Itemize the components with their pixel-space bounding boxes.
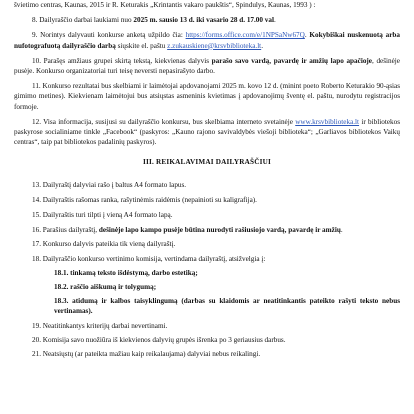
registration-form-link[interactable]: https://forms.office.com/e/1NPSaNw67Q — [185, 31, 305, 40]
text: . — [261, 41, 263, 50]
text: 8. Dailyraščio darbai laukiami nuo — [32, 16, 134, 25]
paragraph-12 — [14, 117, 400, 148]
website-link[interactable]: www.krsvbiblioteka.lt — [295, 117, 360, 126]
instruction-bold: parašo savo vardą, pavardę ir amžių lapo apačioje — [211, 56, 372, 65]
text: , dešinėje pusėje. Konkurso organizatoriai turi teisę neversti nepasirašyto darbo. — [14, 56, 400, 76]
section-heading: III. REIKALAVIMAI DAILYRAŠČIUI — [142, 158, 272, 167]
paragraph-14: 14. Dailyraštis rašomas ranka, rašytinėmis raidėmis (nepainioti su kaligrafija). — [32, 195, 257, 204]
criterion-18-3: 18.3. atidumą ir kalbos taisyklingumą (darbas su klaidomis ar neatitinkantis pateikto rašyti teksto nebus vertinamas). — [54, 297, 400, 316]
text: ir bibliotekos paskyrose socialiniame tinkle „Facebook“ (paskyros: „Kauno rajono savivaldybės viešoji biblioteka“; „Garliavos bibliotekos Vaikų centras“, taip pat bibliotekos padalinių paskyros). — [14, 117, 400, 147]
paragraph-16 — [14, 225, 400, 235]
text: 12. Visa informacija, susijusi su dailyraščio konkursu, bus skelbiama interneto svetainėje — [32, 117, 296, 126]
paragraph-20: 20. Komisija savo nuožiūra iš kiekvienos dalyvių grupės išrenka po 3 geriausius darbus. — [32, 335, 286, 344]
paragraph-11: 11. Konkurso rezultatai bus skelbiami ir laimėtojai apdovanojami 2025 m. kovo 12 d. (minint poeto Roberto Keturakio 90-ąsias gimimo metines). Kiekvienam laimėtojui bus atsiųstas asmeninis kvietimas į apdovanojimų šventę el. paštu, nurodytu registracijos formoje. — [14, 82, 400, 111]
text: . — [304, 31, 310, 40]
text: 16. Parašius dailyraštį, — [32, 226, 99, 235]
criterion-18-1: 18.1. tinkamą teksto išdėstymą, darbo estetiką; — [54, 268, 198, 277]
text: 9. Norintys dalyvauti konkurse anketą užpildo čia: — [32, 31, 186, 40]
text: . — [273, 16, 276, 25]
deadline-bold: 2025 m. sausio 13 d. iki vasario 28 d. 17.00 val — [133, 16, 274, 25]
instruction-bold: Kokybiškai nuskenuotą arba nufotografuotą dailyraščio darbą — [14, 31, 400, 50]
text: 10. Parašęs amžiaus grupei skirtą tekstą, kiekvienas dalyvis — [32, 56, 212, 65]
paragraph-17: 17. Konkurso dalyvis pateikia tik vieną dailyraštį. — [32, 240, 176, 249]
paragraph-10 — [14, 56, 400, 76]
text: siųskite el. paštu — [115, 41, 168, 50]
paragraph-13: 13. Dailyraštį dalyviai rašo į baltus A4 formato lapus. — [32, 180, 187, 189]
instruction-bold: dešinėje lapo kampo pusėje būtina nurodyti rašiusiojo vardą, pavardę ir amžių — [98, 226, 341, 235]
paragraph-15: 15. Dailyraštis turi tilpti į vieną A4 formato lapą. — [32, 211, 173, 220]
paragraph-19: 19. Neatitinkantys kriterijų darbai nevertinami. — [32, 321, 168, 330]
paragraph-18: 18. Dailyraščio konkurso vertinimo komisija, vertindama dailyraštį, atsižvelgia į: — [32, 254, 266, 263]
criterion-18-2: 18.2. raščio aiškumą ir tolygumą; — [54, 283, 157, 292]
text: . — [340, 226, 343, 235]
text: švietimo centras, Kaunas, 2015 ir R. Keturakis „Krintantis vakaro paukštis“, Spindulys, Kaunas, 1993 ) : — [14, 1, 316, 9]
paragraph-continuation — [14, 0, 400, 10]
paragraph-8 — [14, 15, 400, 25]
paragraph-9 — [14, 30, 400, 50]
paragraph-21: 21. Neatsiųstų (ar pateikta mažiau kaip reikalaujama) dalyviai nebus reikalingi. — [32, 350, 261, 359]
email-link[interactable]: z.zukauskiene@krsvbiblioteka.lt — [167, 41, 262, 50]
